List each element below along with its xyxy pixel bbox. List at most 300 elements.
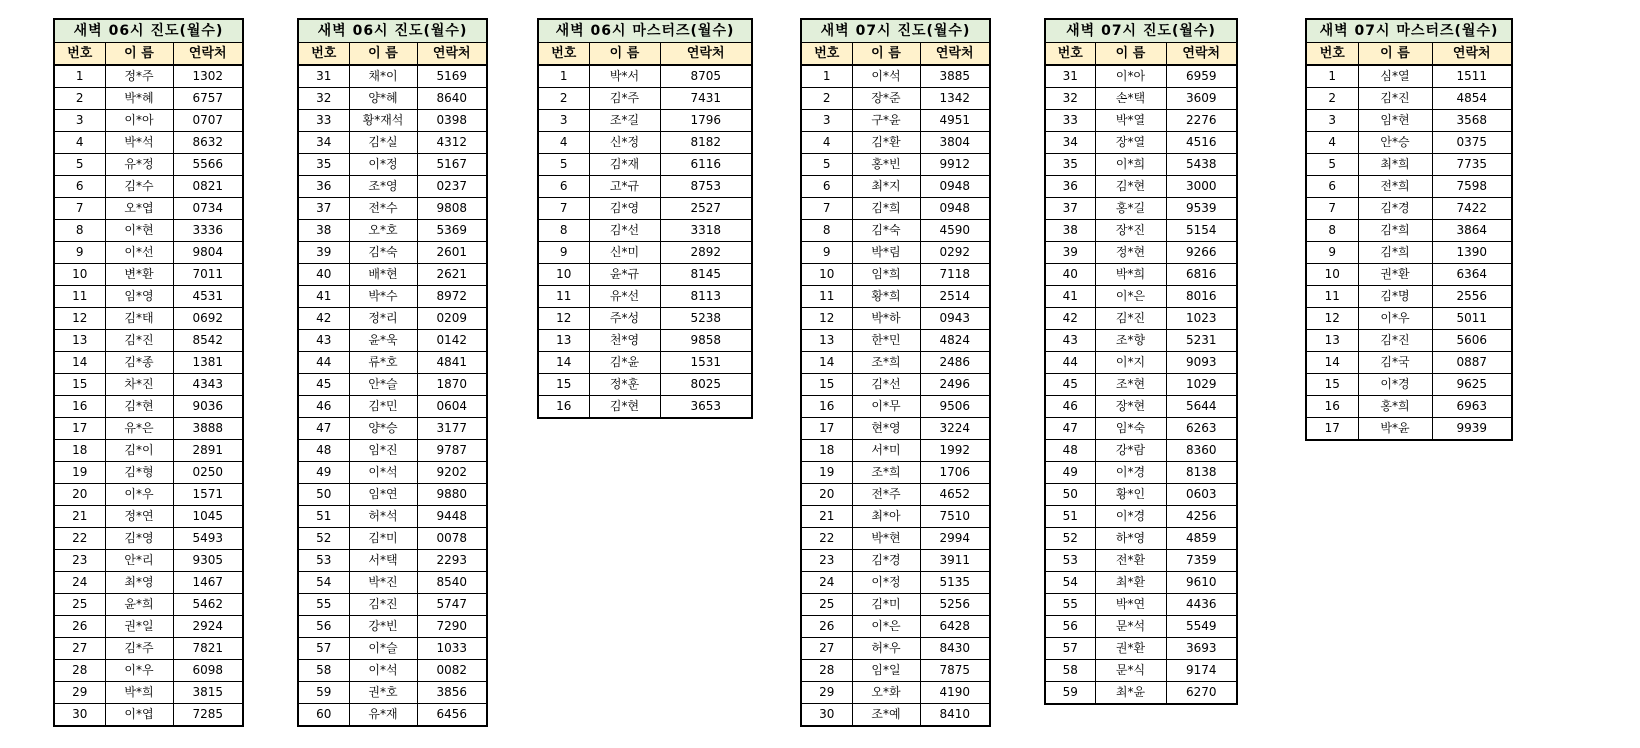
cell-contact: 3804 <box>920 132 990 154</box>
cell-contact: 0398 <box>417 110 487 132</box>
cell-name: 김*희 <box>1358 220 1432 242</box>
cell-number: 28 <box>801 660 852 682</box>
table-row <box>298 528 487 550</box>
cell-contact: 1531 <box>660 352 752 374</box>
header-row <box>1045 43 1237 66</box>
table-row <box>1306 88 1512 110</box>
cell-name: 박*진 <box>349 572 417 594</box>
cell-contact: 8360 <box>1166 440 1237 462</box>
cell-name: 김*진 <box>1358 88 1432 110</box>
cell-name: 하*영 <box>1095 528 1166 550</box>
cell-name: 권*일 <box>105 616 173 638</box>
header-contact: 연락처 <box>920 43 990 66</box>
cell-number: 46 <box>298 396 349 418</box>
cell-name: 김*경 <box>852 550 920 572</box>
cell-name: 이*슬 <box>349 638 417 660</box>
cell-number: 15 <box>54 374 105 396</box>
table-row <box>801 110 990 132</box>
cell-contact: 9305 <box>173 550 243 572</box>
table-row <box>1306 242 1512 264</box>
table-row <box>801 330 990 352</box>
cell-number: 41 <box>298 286 349 308</box>
cell-contact: 1870 <box>417 374 487 396</box>
cell-number: 19 <box>54 462 105 484</box>
cell-number: 13 <box>1306 330 1358 352</box>
cell-number: 16 <box>54 396 105 418</box>
cell-number: 16 <box>538 396 589 419</box>
cell-number: 26 <box>801 616 852 638</box>
cell-number: 5 <box>801 154 852 176</box>
cell-name: 오*호 <box>349 220 417 242</box>
cell-number: 48 <box>1045 440 1095 462</box>
cell-number: 30 <box>54 704 105 727</box>
cell-number: 39 <box>298 242 349 264</box>
table-row <box>54 638 243 660</box>
cell-number: 7 <box>54 198 105 220</box>
table-row <box>54 704 243 727</box>
cell-contact: 0078 <box>417 528 487 550</box>
cell-contact: 3224 <box>920 418 990 440</box>
cell-name: 김*숙 <box>852 220 920 242</box>
cell-name: 김*명 <box>1358 286 1432 308</box>
cell-contact: 2276 <box>1166 110 1237 132</box>
table-row <box>1045 528 1237 550</box>
cell-name: 김*선 <box>589 220 660 242</box>
table-row <box>801 704 990 727</box>
cell-name: 전*주 <box>852 484 920 506</box>
cell-name: 박*석 <box>105 132 173 154</box>
cell-name: 장*현 <box>1095 396 1166 418</box>
cell-number: 4 <box>54 132 105 154</box>
header-number: 번호 <box>1306 43 1358 66</box>
table-row <box>1045 65 1237 88</box>
cell-name: 김*미 <box>349 528 417 550</box>
table-row <box>54 198 243 220</box>
cell-name: 안*리 <box>105 550 173 572</box>
cell-name: 박*희 <box>105 682 173 704</box>
roster-table-0600-jindo-b <box>297 18 488 727</box>
cell-name: 이*무 <box>852 396 920 418</box>
cell-name: 김*희 <box>852 198 920 220</box>
cell-contact: 7011 <box>173 264 243 286</box>
table-row <box>1306 286 1512 308</box>
cell-number: 9 <box>801 242 852 264</box>
cell-name: 변*환 <box>105 264 173 286</box>
cell-contact: 2486 <box>920 352 990 374</box>
cell-name: 윤*욱 <box>349 330 417 352</box>
cell-contact: 4531 <box>173 286 243 308</box>
cell-contact: 4436 <box>1166 594 1237 616</box>
table-row <box>538 198 752 220</box>
cell-number: 30 <box>801 704 852 727</box>
cell-contact: 0142 <box>417 330 487 352</box>
cell-contact: 1342 <box>920 88 990 110</box>
cell-number: 29 <box>54 682 105 704</box>
table-row <box>1045 242 1237 264</box>
table-row <box>298 198 487 220</box>
cell-name: 임*연 <box>349 484 417 506</box>
cell-number: 10 <box>538 264 589 286</box>
cell-number: 8 <box>801 220 852 242</box>
cell-name: 김*진 <box>1358 330 1432 352</box>
cell-name: 최*환 <box>1095 572 1166 594</box>
cell-number: 11 <box>54 286 105 308</box>
table-row <box>801 374 990 396</box>
cell-name: 신*미 <box>589 242 660 264</box>
cell-name: 이*우 <box>1358 308 1432 330</box>
cell-contact: 8182 <box>660 132 752 154</box>
header-name: 이 름 <box>589 43 660 66</box>
cell-name: 김*환 <box>852 132 920 154</box>
header-contact: 연락처 <box>417 43 487 66</box>
cell-name: 박*림 <box>852 242 920 264</box>
cell-contact: 7875 <box>920 660 990 682</box>
cell-contact: 9939 <box>1432 418 1512 441</box>
cell-name: 권*환 <box>1095 638 1166 660</box>
cell-contact: 8016 <box>1166 286 1237 308</box>
cell-contact: 7735 <box>1432 154 1512 176</box>
header-contact: 연락처 <box>173 43 243 66</box>
cell-name: 김*숙 <box>349 242 417 264</box>
cell-name: 이*정 <box>852 572 920 594</box>
cell-name: 유*선 <box>589 286 660 308</box>
cell-name: 홍*길 <box>1095 198 1166 220</box>
table-row <box>54 528 243 550</box>
cell-name: 전*환 <box>1095 550 1166 572</box>
cell-contact: 7821 <box>173 638 243 660</box>
cell-name: 허*우 <box>852 638 920 660</box>
cell-contact: 2994 <box>920 528 990 550</box>
table-row <box>801 198 990 220</box>
table-row <box>54 286 243 308</box>
cell-number: 48 <box>298 440 349 462</box>
cell-name: 권*호 <box>349 682 417 704</box>
table-row <box>298 396 487 418</box>
cell-number: 14 <box>801 352 852 374</box>
cell-name: 김*주 <box>589 88 660 110</box>
table-row <box>538 110 752 132</box>
cell-contact: 4312 <box>417 132 487 154</box>
roster-table-0700-jindo-b <box>1044 18 1238 705</box>
cell-contact: 8542 <box>173 330 243 352</box>
header-number: 번호 <box>538 43 589 66</box>
table-row <box>1045 154 1237 176</box>
cell-contact: 4824 <box>920 330 990 352</box>
table-row <box>1306 220 1512 242</box>
cell-contact: 9808 <box>417 198 487 220</box>
table-row <box>298 88 487 110</box>
cell-contact: 1390 <box>1432 242 1512 264</box>
cell-contact: 2892 <box>660 242 752 264</box>
cell-contact: 1992 <box>920 440 990 462</box>
cell-contact: 4256 <box>1166 506 1237 528</box>
cell-number: 12 <box>54 308 105 330</box>
cell-contact: 4854 <box>1432 88 1512 110</box>
cell-number: 5 <box>538 154 589 176</box>
cell-contact: 8640 <box>417 88 487 110</box>
cell-contact: 6263 <box>1166 418 1237 440</box>
table-row <box>1306 352 1512 374</box>
cell-number: 38 <box>1045 220 1095 242</box>
table-row <box>801 352 990 374</box>
table-row <box>1045 198 1237 220</box>
cell-contact: 4859 <box>1166 528 1237 550</box>
cell-name: 정*주 <box>105 65 173 88</box>
cell-name: 정*훈 <box>589 374 660 396</box>
table-row <box>298 374 487 396</box>
cell-name: 홍*빈 <box>852 154 920 176</box>
cell-number: 6 <box>1306 176 1358 198</box>
table-row <box>1306 264 1512 286</box>
cell-number: 47 <box>298 418 349 440</box>
cell-name: 황*인 <box>1095 484 1166 506</box>
table-row <box>801 506 990 528</box>
table-row <box>1045 374 1237 396</box>
cell-contact: 3177 <box>417 418 487 440</box>
cell-contact: 4951 <box>920 110 990 132</box>
table-row <box>1045 220 1237 242</box>
cell-contact: 1511 <box>1432 65 1512 88</box>
table-row <box>54 616 243 638</box>
cell-number: 7 <box>1306 198 1358 220</box>
table-row <box>1306 374 1512 396</box>
cell-name: 최*영 <box>105 572 173 594</box>
table-row <box>298 176 487 198</box>
cell-name: 박*하 <box>852 308 920 330</box>
table-row <box>801 660 990 682</box>
table-row <box>801 176 990 198</box>
cell-number: 6 <box>54 176 105 198</box>
table-row <box>538 308 752 330</box>
cell-contact: 5238 <box>660 308 752 330</box>
table-row <box>801 528 990 550</box>
cell-contact: 3318 <box>660 220 752 242</box>
cell-name: 문*석 <box>1095 616 1166 638</box>
cell-number: 9 <box>538 242 589 264</box>
cell-contact: 7422 <box>1432 198 1512 220</box>
cell-name: 유*재 <box>349 704 417 727</box>
cell-name: 박*현 <box>852 528 920 550</box>
cell-number: 2 <box>538 88 589 110</box>
cell-contact: 2496 <box>920 374 990 396</box>
cell-number: 22 <box>54 528 105 550</box>
table-row <box>298 308 487 330</box>
cell-number: 58 <box>298 660 349 682</box>
cell-contact: 7285 <box>173 704 243 727</box>
cell-name: 김*영 <box>589 198 660 220</box>
cell-name: 장*열 <box>1095 132 1166 154</box>
cell-number: 40 <box>1045 264 1095 286</box>
cell-contact: 0292 <box>920 242 990 264</box>
cell-number: 1 <box>54 65 105 88</box>
cell-contact: 1381 <box>173 352 243 374</box>
cell-contact: 8145 <box>660 264 752 286</box>
header-row <box>801 43 990 66</box>
table-row <box>1045 506 1237 528</box>
cell-name: 박*혜 <box>105 88 173 110</box>
cell-contact: 0237 <box>417 176 487 198</box>
cell-number: 51 <box>1045 506 1095 528</box>
cell-number: 52 <box>1045 528 1095 550</box>
cell-contact: 9880 <box>417 484 487 506</box>
cell-contact: 4652 <box>920 484 990 506</box>
table-row <box>298 660 487 682</box>
table-row <box>298 154 487 176</box>
cell-contact: 6757 <box>173 88 243 110</box>
table-row <box>1306 110 1512 132</box>
table-row <box>54 396 243 418</box>
table-row <box>54 220 243 242</box>
table-row <box>298 264 487 286</box>
cell-contact: 6428 <box>920 616 990 638</box>
cell-contact: 5169 <box>417 65 487 88</box>
cell-number: 36 <box>298 176 349 198</box>
cell-contact: 2621 <box>417 264 487 286</box>
cell-name: 구*윤 <box>852 110 920 132</box>
cell-number: 5 <box>1306 154 1358 176</box>
cell-name: 김*현 <box>105 396 173 418</box>
table-row <box>801 440 990 462</box>
cell-number: 17 <box>801 418 852 440</box>
table-row <box>54 682 243 704</box>
cell-contact: 9266 <box>1166 242 1237 264</box>
cell-number: 54 <box>1045 572 1095 594</box>
cell-contact: 9858 <box>660 330 752 352</box>
header-name: 이 름 <box>105 43 173 66</box>
cell-number: 57 <box>1045 638 1095 660</box>
cell-name: 김*진 <box>105 330 173 352</box>
cell-name: 조*희 <box>852 462 920 484</box>
table-row <box>538 330 752 352</box>
cell-number: 12 <box>1306 308 1358 330</box>
table-row <box>1045 418 1237 440</box>
cell-name: 김*민 <box>349 396 417 418</box>
table-row <box>801 418 990 440</box>
table-row <box>801 88 990 110</box>
cell-number: 24 <box>54 572 105 594</box>
cell-name: 장*준 <box>852 88 920 110</box>
cell-name: 한*민 <box>852 330 920 352</box>
header-number: 번호 <box>801 43 852 66</box>
cell-contact: 8430 <box>920 638 990 660</box>
cell-number: 54 <box>298 572 349 594</box>
table-row <box>54 660 243 682</box>
cell-number: 35 <box>298 154 349 176</box>
cell-name: 전*희 <box>1358 176 1432 198</box>
roster-table-0600-masters <box>537 18 753 419</box>
cell-number: 53 <box>298 550 349 572</box>
cell-name: 임*희 <box>852 264 920 286</box>
cell-name: 서*미 <box>852 440 920 462</box>
cell-number: 25 <box>801 594 852 616</box>
cell-name: 김*미 <box>852 594 920 616</box>
cell-contact: 3653 <box>660 396 752 419</box>
cell-number: 14 <box>54 352 105 374</box>
cell-number: 45 <box>298 374 349 396</box>
table-row <box>801 264 990 286</box>
table-row <box>801 572 990 594</box>
table-row <box>1306 65 1512 88</box>
table-row <box>538 286 752 308</box>
cell-contact: 6816 <box>1166 264 1237 286</box>
table-row <box>801 462 990 484</box>
table-row <box>298 594 487 616</box>
header-name: 이 름 <box>852 43 920 66</box>
table-row <box>801 286 990 308</box>
cell-number: 35 <box>1045 154 1095 176</box>
cell-name: 정*현 <box>1095 242 1166 264</box>
table-row <box>801 396 990 418</box>
cell-number: 9 <box>1306 242 1358 264</box>
cell-name: 정*리 <box>349 308 417 330</box>
header-name: 이 름 <box>349 43 417 66</box>
cell-name: 홍*희 <box>1358 396 1432 418</box>
table-row <box>54 550 243 572</box>
table-row <box>1306 176 1512 198</box>
cell-name: 박*연 <box>1095 594 1166 616</box>
cell-contact: 9625 <box>1432 374 1512 396</box>
cell-number: 23 <box>54 550 105 572</box>
table-row <box>54 484 243 506</box>
table-row <box>1045 638 1237 660</box>
cell-number: 8 <box>54 220 105 242</box>
cell-name: 이*아 <box>105 110 173 132</box>
cell-contact: 5256 <box>920 594 990 616</box>
cell-name: 고*규 <box>589 176 660 198</box>
table-row <box>1045 682 1237 705</box>
table-row <box>1306 154 1512 176</box>
cell-number: 2 <box>801 88 852 110</box>
cell-number: 17 <box>1306 418 1358 441</box>
cell-number: 18 <box>801 440 852 462</box>
table-row <box>1306 330 1512 352</box>
table-row <box>54 65 243 88</box>
cell-number: 29 <box>801 682 852 704</box>
cell-number: 4 <box>801 132 852 154</box>
cell-number: 12 <box>538 308 589 330</box>
cell-number: 45 <box>1045 374 1095 396</box>
cell-name: 이*희 <box>1095 154 1166 176</box>
table-row <box>1306 418 1512 441</box>
table-row <box>54 594 243 616</box>
table-row <box>1045 132 1237 154</box>
cell-contact: 5369 <box>417 220 487 242</box>
cell-name: 박*희 <box>1095 264 1166 286</box>
table-row <box>1045 440 1237 462</box>
cell-number: 13 <box>538 330 589 352</box>
cell-contact: 4590 <box>920 220 990 242</box>
cell-number: 55 <box>1045 594 1095 616</box>
table-row <box>1045 330 1237 352</box>
cell-name: 전*수 <box>349 198 417 220</box>
cell-number: 51 <box>298 506 349 528</box>
cell-name: 임*진 <box>349 440 417 462</box>
cell-number: 57 <box>298 638 349 660</box>
cell-number: 49 <box>298 462 349 484</box>
table-row <box>298 638 487 660</box>
cell-number: 16 <box>801 396 852 418</box>
cell-number: 24 <box>801 572 852 594</box>
cell-contact: 3885 <box>920 65 990 88</box>
cell-name: 김*영 <box>105 528 173 550</box>
cell-number: 15 <box>801 374 852 396</box>
cell-number: 26 <box>54 616 105 638</box>
header-row <box>538 43 752 66</box>
cell-contact: 9539 <box>1166 198 1237 220</box>
header-row <box>298 43 487 66</box>
cell-number: 3 <box>54 110 105 132</box>
cell-contact: 4343 <box>173 374 243 396</box>
